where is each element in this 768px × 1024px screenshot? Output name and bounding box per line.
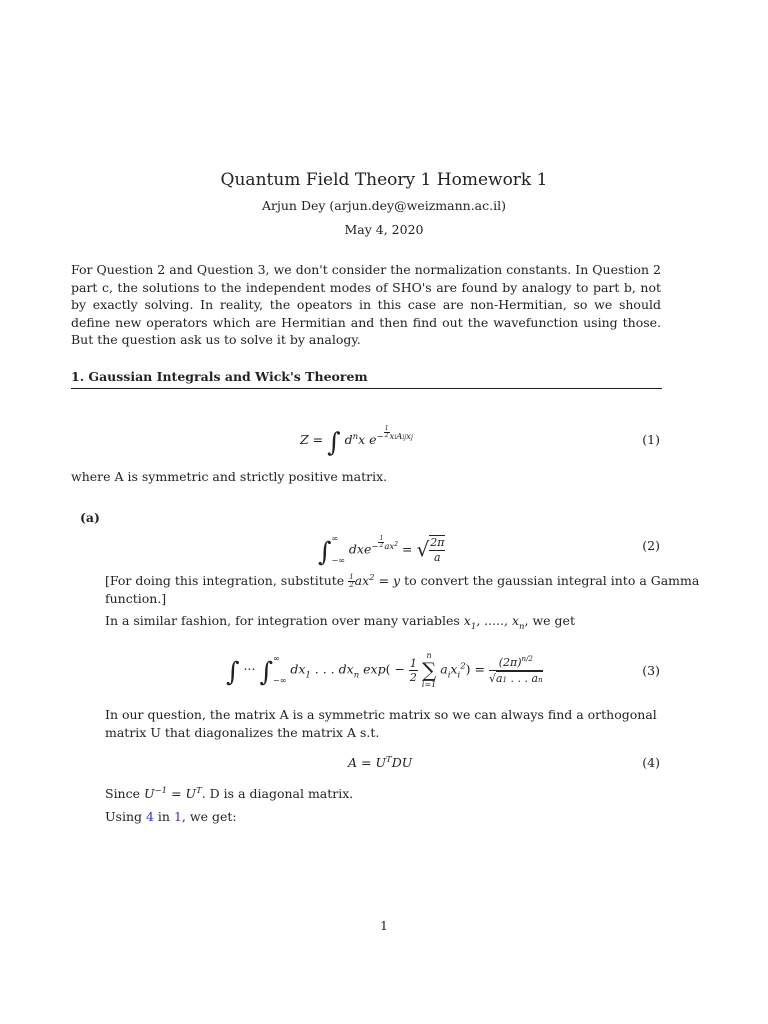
since-start: Since (105, 786, 141, 801)
author-line: Arjun Dey (arjun.dey@weizmann.ac.il) (262, 198, 506, 213)
page-number: 1 (380, 918, 388, 933)
equation-4: $A = U^TDU$ (348, 755, 413, 770)
equation-3-number: (3) (642, 663, 660, 678)
using-text: Using (105, 809, 142, 824)
our-question-paragraph: In our question, the matrix A is a symmetric matrix so we can always find a orthogonal matrix U that diagonalizes the matrix A s.t. (105, 707, 657, 740)
equation-2: ∫ ∞ −∞ dxe$^{- \frac{1}{2} ax^2}$ = √ $\frac{2\pi}{a}$ (318, 534, 445, 568)
equation-2-number: (2) (642, 538, 660, 553)
similar-text: In a similar fashion, for integration over many variables (105, 613, 460, 628)
similar-end: , we get (524, 613, 575, 628)
page-title: Quantum Field Theory 1 Homework 1 (220, 170, 548, 190)
date-line: May 4, 2020 (344, 222, 424, 237)
equation-1: Z = ∫ $d^nx$ $e^{- \frac{1}{2} xiAijxj}$ (300, 425, 413, 458)
hint-start: [For doing this integration, substitute (105, 573, 345, 588)
part-a-label: (a) (80, 510, 100, 525)
section-heading: 1. Gaussian Integrals and Wick's Theorem (71, 369, 368, 384)
using-line (105, 809, 237, 824)
using-in-text: in (157, 809, 170, 824)
equation-3: ∫ ··· ∫ ∞ −∞ $dx_1$ . . . $dx_n$ exp( − $\frac{1}{2}$ n ∑ i=1 $a_ix_i^2$) = $\frac{(2\pi)^{n/2}}{√a1 . . . an}$ (226, 651, 543, 689)
hint-line-2: function.] (105, 591, 167, 606)
equation-ref-4-link[interactable]: 4 (145, 809, 154, 824)
equation-ref-1-link[interactable]: 1 (173, 809, 182, 824)
hint-line-1: [For doing this integration, substitute $\frac{1}{2}$ $ax^2 = y$ to convert the gaussian integral into a Gamma (105, 573, 700, 589)
since-line: Since $U^{-1} = U^T$. D is a diagonal matrix. (105, 786, 354, 801)
similar-line: In a similar fashion, for integration over many variables $x_1$, ....., $x_n$, we get (105, 613, 575, 632)
hint-end: to convert the gaussian integral into a Gamma (404, 573, 700, 588)
section-rule (71, 388, 662, 389)
equation-4-number: (4) (642, 755, 660, 770)
after-eq1-text: where A is symmetric and strictly positive matrix. (71, 469, 388, 484)
equation-1-number: (1) (642, 432, 660, 447)
since-end: . D is a diagonal matrix. (201, 786, 354, 801)
using-end-text: , we get: (181, 809, 237, 824)
intro-paragraph: For Question 2 and Question 3, we don't consider the normalization constants. In Question 2 part c, the solutions to the independent modes of SHO's are found by analogy to part b, not by exactly solving. In reality, the opeators in this case are non-Hermitian, so we should define new operators which are Hermitian and then find out the wavefunction using those. But the question ask us to solve it by analogy. (71, 262, 661, 348)
